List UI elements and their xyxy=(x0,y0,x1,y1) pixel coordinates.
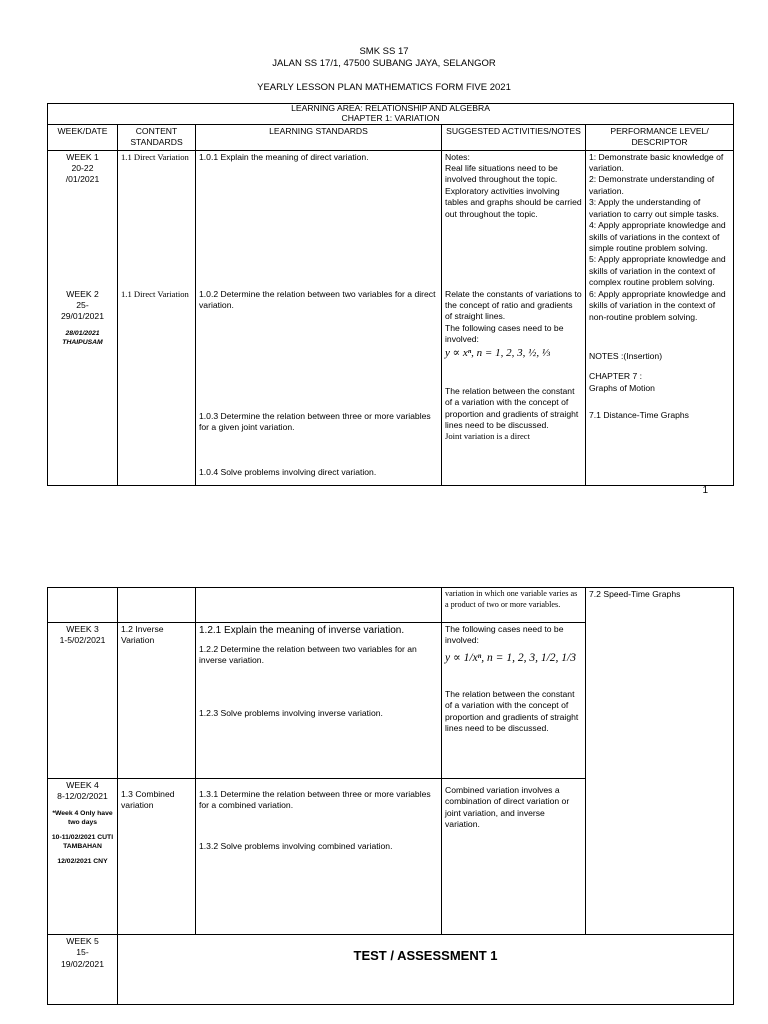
lesson-plan-table-2 xyxy=(47,587,734,1005)
content-standard: 1.3 Combined variation xyxy=(118,779,196,935)
learning-area-row xyxy=(48,104,734,125)
week-dates: 25- xyxy=(76,300,89,311)
note-line: Exploratory activities involving tables and graphs should be carried out throughout the topic. xyxy=(445,185,582,219)
school-name: SMK SS 17 xyxy=(359,46,409,57)
week-dates: 20-22 xyxy=(71,163,94,174)
chapter-title: CHAPTER 1: VARIATION xyxy=(341,112,440,123)
continued-note: variation in which one variable varies as a product of two or more variables. xyxy=(442,588,586,623)
speed-time-item: 7.2 Speed-Time Graphs xyxy=(586,588,734,935)
holiday-date: 28/01/2021 xyxy=(65,329,100,337)
week-label: WEEK 3 xyxy=(66,624,99,634)
page-number: 1 xyxy=(702,485,708,496)
plan-title: YEARLY LESSON PLAN MATHEMATICS FORM FIVE 2021 xyxy=(257,82,511,93)
learning-standard: 1.2.2 Determine the relation between two variables for an inverse variation. xyxy=(199,644,417,666)
learning-standard: 1.0.2 Determine the relation between two variables for a direct variation. xyxy=(199,288,436,311)
activity-note: Combined variation involves a combination of direct variation or joint variation, and inverse variation. xyxy=(442,779,586,935)
insertion-note: NOTES :(Insertion) xyxy=(589,350,663,361)
note-line: Notes: xyxy=(445,151,470,162)
week-dates: /01/2021 xyxy=(65,174,100,185)
activity-note: The relation between the constant of a variation with the concept of proportion and gradients of straight lines need to be discussed. xyxy=(445,688,579,734)
learning-area: LEARNING AREA: RELATIONSHIP AND ALGEBRA xyxy=(291,103,490,113)
col-activities: SUGGESTED ACTIVITIES/NOTES xyxy=(442,124,586,150)
week-dates: 15- xyxy=(76,947,89,958)
performance-level: 3: Apply the understanding of variation to carry out simple tasks. xyxy=(589,197,719,219)
performance-level: 6: Apply appropriate knowledge and skills of variation in the context of non-routine problem solving. xyxy=(589,288,726,322)
table-row xyxy=(48,588,734,623)
learning-standard: 1.2.1 Explain the meaning of inverse variation. xyxy=(199,625,405,636)
activity-note: The relation between the constant of a variation with the concept of proportion and gradients of straight lines need to be discussed. xyxy=(445,385,579,430)
week-dates: 29/01/2021 xyxy=(60,311,104,322)
distance-time-item: 7.1 Distance-Time Graphs xyxy=(589,410,689,421)
lesson-plan-table-1 xyxy=(47,103,734,486)
school-address: JALAN SS 17/1, 47500 SUBANG JAYA, SELANGOR xyxy=(272,58,496,69)
activity-note: The following cases need to be involved: xyxy=(445,624,564,646)
note-line: Real life situations need to be involved throughout the topic. xyxy=(445,163,558,185)
content-standard: 1.1 Direct Variation xyxy=(121,151,189,162)
content-standard: 1.1 Direct Variation xyxy=(121,288,189,299)
performance-level: 2: Demonstrate understanding of variation. xyxy=(589,174,715,196)
week-note: 12/02/2021 CNY xyxy=(57,857,108,865)
direct-variation-formula: y ∝ xⁿ, n = 1, 2, 3, ½, ⅓ xyxy=(445,346,551,359)
week-label: WEEK 5 xyxy=(66,936,99,946)
performance-level: 1: Demonstrate basic knowledge of variation. xyxy=(589,151,724,174)
learning-standard: 1.0.3 Determine the relation between three or more variables for a given joint variation. xyxy=(199,410,431,433)
week-label: WEEK 2 xyxy=(66,288,99,299)
performance-level: 5: Apply appropriate knowledge and skills of variation in the context of complex routine problem solving. xyxy=(589,254,726,288)
holiday-name: THAIPUSAM xyxy=(62,338,103,346)
chapter7-label: CHAPTER 7 : xyxy=(589,371,643,382)
col-performance: PERFORMANCE LEVEL/ DESCRIPTOR xyxy=(586,124,734,150)
learning-standard: 1.0.4 Solve problems involving direct variation. xyxy=(199,466,377,477)
week-label: WEEK 1 xyxy=(66,151,99,162)
table-row xyxy=(48,935,734,1005)
learning-standard: 1.0.1 Explain the meaning of direct variation. xyxy=(199,151,369,162)
week-note: *Week 4 Only have two days xyxy=(52,809,113,826)
test-assessment-title: TEST / ASSESSMENT 1 xyxy=(353,948,498,963)
learning-standard: 1.3.1 Determine the relation between three or more variables for a combined variation. xyxy=(199,789,431,811)
inverse-variation-formula: y ∝ 1/xⁿ, n = 1, 2, 3, 1/2, 1/3 xyxy=(445,651,576,664)
content-standard: 1.2 Inverse Variation xyxy=(118,623,196,779)
performance-level: 4: Apply appropriate knowledge and skills of variations in the context of simple routine problem solving. xyxy=(589,220,726,253)
activity-note: Relate the constants of variations to the concept of ratio and gradients of straight lines. xyxy=(445,288,582,322)
week-dates: 1-5/02/2021 xyxy=(59,635,106,646)
col-learning: LEARNING STANDARDS xyxy=(196,124,442,150)
chapter7-title: Graphs of Motion xyxy=(589,382,655,393)
week-dates: 19/02/2021 xyxy=(60,958,104,969)
activity-note: The following cases need to be involved: xyxy=(445,322,564,345)
learning-standard: 1.2.3 Solve problems involving inverse variation. xyxy=(199,708,383,718)
learning-standard: 1.3.2 Solve problems involving combined variation. xyxy=(199,841,393,851)
week-label: WEEK 4 xyxy=(66,780,99,790)
col-week: WEEK/DATE xyxy=(48,124,118,150)
activity-note: Joint variation is a direct xyxy=(445,431,530,442)
column-header-row xyxy=(48,124,734,150)
week-dates: 8-12/02/2021 xyxy=(57,791,108,802)
col-content: CONTENT STANDARDS xyxy=(118,124,196,150)
week-note: 10-11/02/2021 CUTI TAMBAHAN xyxy=(51,833,114,850)
table-row xyxy=(48,150,734,485)
